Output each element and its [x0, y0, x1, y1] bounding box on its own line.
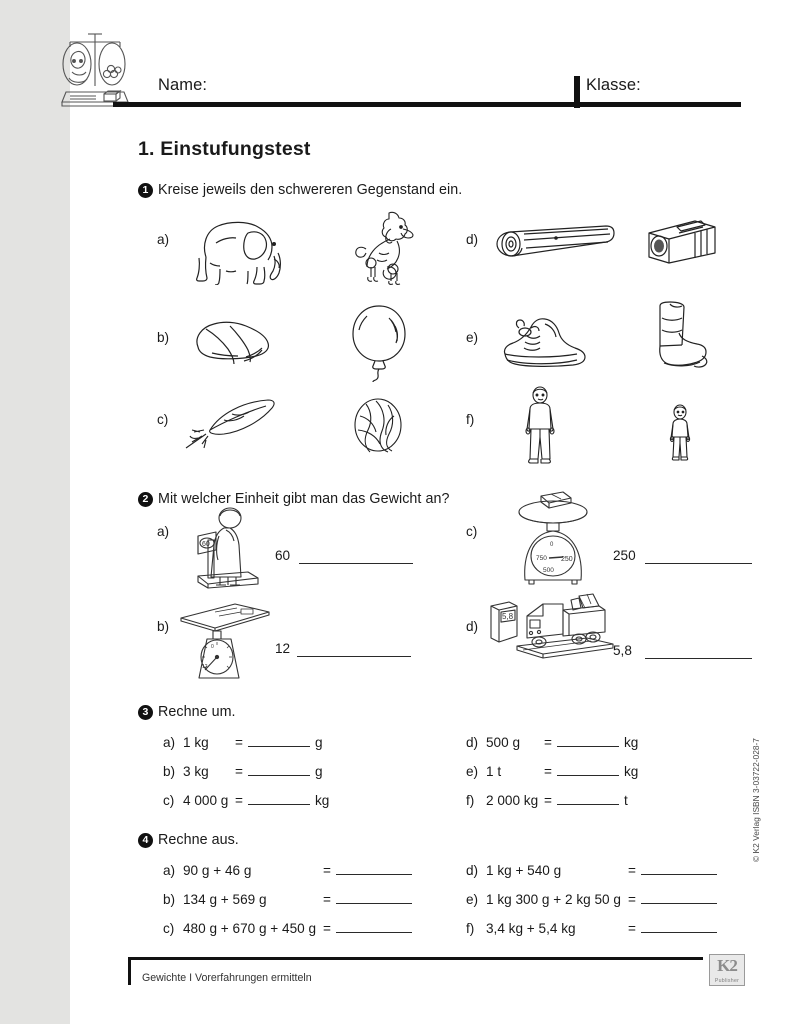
copyright-isbn: © K2 Verlag ISBN 3-03722-028-7 — [751, 738, 761, 862]
exercise-number-badge: 3 — [138, 705, 153, 720]
expression-4a: 90 g + 46 g — [183, 863, 252, 878]
expression-3a: 1 kg — [183, 735, 209, 750]
answer-line-2a[interactable] — [299, 563, 413, 564]
poodle-dog-drawing[interactable] — [335, 205, 417, 287]
item-label-2d: d) — [466, 619, 479, 634]
equals-3d: = — [544, 735, 552, 750]
answer-line-3b[interactable] — [248, 763, 310, 776]
answer-line-4c[interactable] — [336, 920, 412, 933]
answer-line-3d[interactable] — [557, 734, 619, 747]
conversion-row-3c — [163, 792, 329, 808]
conversion-row-3b — [163, 763, 323, 779]
calc-row-4d — [466, 862, 717, 878]
item-label-3f: f) — [466, 793, 475, 808]
answer-line-3a[interactable] — [248, 734, 310, 747]
answer-line-4b[interactable] — [336, 891, 412, 904]
balance-scale-illustration — [58, 28, 132, 112]
unit-3b: g — [314, 764, 323, 779]
unit-3d: kg — [623, 735, 639, 750]
exercise-1-instruction: Kreise jeweils den schwereren Gegenstand ein. — [158, 182, 463, 198]
item-label-3b: b) — [163, 764, 176, 779]
conversion-row-3e — [466, 763, 638, 779]
exercise-3-heading — [138, 704, 236, 720]
expression-4c: 480 g + 670 g + 450 g — [183, 921, 317, 936]
elephant-drawing[interactable] — [186, 213, 296, 285]
svg-text:750: 750 — [536, 555, 547, 562]
exercise-3-instruction: Rechne um. — [158, 704, 236, 720]
item-label-1e: e) — [466, 330, 479, 345]
answer-line-3c[interactable] — [248, 792, 310, 805]
footer-caption: Gewichte I Vorerfahrungen ermitteln — [142, 972, 312, 984]
k2-logo-subtitle: Publisher — [714, 978, 740, 984]
answer-line-3f[interactable] — [557, 792, 619, 805]
svg-text:250: 250 — [561, 556, 573, 563]
wooden-log-drawing[interactable] — [494, 218, 616, 266]
expression-3b: 3 kg — [183, 764, 209, 779]
svg-text:5,8: 5,8 — [502, 612, 514, 621]
header-divider — [574, 76, 580, 108]
equals-4e: = — [628, 892, 636, 907]
item-label-1f: f) — [466, 412, 475, 427]
item-label-4d: d) — [466, 863, 479, 878]
svg-text:12: 12 — [202, 664, 208, 670]
header-rule — [113, 102, 741, 107]
klasse-label: Klasse: — [586, 76, 641, 94]
item-label-3c: c) — [163, 793, 175, 808]
footer-tick — [128, 957, 131, 985]
equals-3e: = — [544, 764, 552, 779]
footer-rule — [128, 957, 703, 960]
balloon-drawing[interactable] — [345, 302, 413, 384]
calc-row-4f — [466, 920, 717, 936]
unit-3c: kg — [314, 793, 330, 808]
value-2a: 60 — [275, 548, 291, 563]
svg-text:60: 60 — [202, 541, 210, 548]
expression-3e: 1 t — [486, 764, 502, 779]
answer-line-3e[interactable] — [557, 763, 619, 776]
answer-line-2d[interactable] — [645, 658, 752, 659]
expression-4f: 3,4 kg + 5,4 kg — [486, 921, 576, 936]
item-label-3d: d) — [466, 735, 479, 750]
answer-line-2b[interactable] — [297, 656, 411, 657]
answer-line-4d[interactable] — [641, 862, 717, 875]
equals-3c: = — [235, 793, 243, 808]
value-2b: 12 — [275, 641, 291, 656]
answer-line-4e[interactable] — [641, 891, 717, 904]
expression-4b: 134 g + 569 g — [183, 892, 267, 907]
pencil-sharpener-drawing[interactable] — [643, 215, 719, 267]
kitchen-scale-dial-drawing[interactable] — [505, 490, 601, 586]
calc-row-4e — [466, 891, 717, 907]
item-label-1d: d) — [466, 232, 479, 247]
conversion-row-3f — [466, 792, 628, 808]
calc-row-4a — [163, 862, 412, 878]
item-label-2b: b) — [157, 619, 170, 634]
k2-logo-text: K2 — [717, 956, 737, 975]
item-label-4a: a) — [163, 863, 176, 878]
item-label-2a: a) — [157, 524, 170, 539]
equals-4d: = — [628, 863, 636, 878]
sneaker-shoe-drawing[interactable] — [497, 310, 595, 372]
exercise-1-heading — [138, 182, 462, 198]
small-boy-drawing[interactable] — [664, 404, 696, 462]
item-label-4e: e) — [466, 892, 479, 907]
item-label-4c: c) — [163, 921, 175, 936]
exercise-4-heading — [138, 832, 239, 848]
value-2d: 5,8 — [613, 643, 632, 658]
exercise-number-badge: 2 — [138, 492, 153, 507]
unit-3a: g — [314, 735, 323, 750]
kitchen-scale-flat-drawing[interactable] — [175, 600, 275, 682]
expression-4e: 1 kg 300 g + 2 kg 50 g — [486, 892, 621, 907]
equals-4c: = — [323, 921, 331, 936]
equals-4f: = — [628, 921, 636, 936]
exercise-4-instruction: Rechne aus. — [158, 832, 239, 848]
value-2c: 250 — [613, 548, 636, 563]
name-label: Name: — [158, 76, 208, 94]
expression-3d: 500 g — [486, 735, 521, 750]
rock-stone-drawing[interactable] — [186, 313, 280, 367]
worksheet-header — [58, 26, 748, 116]
boot-drawing[interactable] — [636, 300, 716, 378]
svg-text:500: 500 — [543, 567, 554, 574]
equals-3b: = — [235, 764, 243, 779]
svg-text:0: 0 — [211, 644, 214, 650]
answer-line-4a[interactable] — [336, 862, 412, 875]
equals-3f: = — [544, 793, 552, 808]
calc-row-4c — [163, 920, 412, 936]
feather-drawing[interactable] — [180, 398, 284, 450]
k2-publisher-logo — [709, 954, 745, 986]
conversion-row-3a — [163, 734, 323, 750]
item-label-1a: a) — [157, 232, 170, 247]
item-label-3e: e) — [466, 764, 479, 779]
conversion-row-3d — [466, 734, 638, 750]
svg-text:0: 0 — [550, 542, 554, 548]
adult-man-drawing[interactable] — [518, 386, 562, 466]
answer-line-4f[interactable] — [641, 920, 717, 933]
equals-4b: = — [323, 892, 331, 907]
yarn-ball-drawing[interactable] — [350, 396, 406, 454]
item-label-4f: f) — [466, 921, 475, 936]
unit-3e: kg — [623, 764, 639, 779]
page-title: 1. Einstufungstest — [138, 138, 311, 160]
answer-line-2c[interactable] — [645, 563, 752, 564]
expression-4d: 1 kg + 540 g — [486, 863, 562, 878]
item-label-1c: c) — [157, 412, 169, 427]
equals-4a: = — [323, 863, 331, 878]
expression-3c: 4 000 g — [183, 793, 229, 808]
exercise-2-heading — [138, 491, 449, 507]
left-margin-band — [0, 0, 70, 1024]
item-label-4b: b) — [163, 892, 176, 907]
calc-row-4b — [163, 891, 412, 907]
truck-on-weighbridge-drawing[interactable] — [487, 592, 617, 668]
exercise-2-instruction: Mit welcher Einheit gibt man das Gewicht an? — [158, 491, 450, 507]
equals-3a: = — [235, 735, 243, 750]
item-label-2c: c) — [466, 524, 478, 539]
item-label-3a: a) — [163, 735, 176, 750]
exercise-number-badge: 1 — [138, 183, 153, 198]
exercise-number-badge: 4 — [138, 833, 153, 848]
unit-3f: t — [623, 793, 628, 808]
item-label-1b: b) — [157, 330, 170, 345]
person-on-bathroom-scale-drawing[interactable] — [182, 506, 270, 590]
expression-3f: 2 000 kg — [486, 793, 539, 808]
